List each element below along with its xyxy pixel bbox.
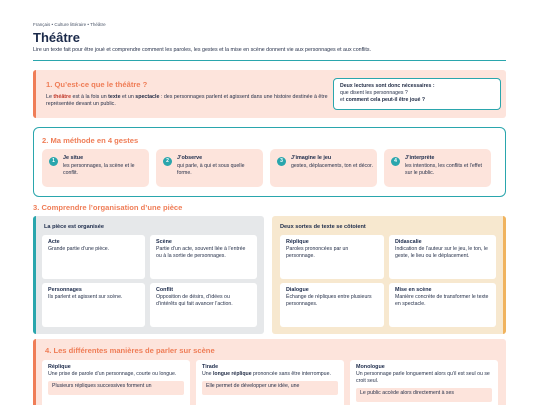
section-method [33, 127, 506, 197]
step-number: 3 [277, 157, 286, 166]
term-card [280, 283, 384, 327]
method-step [156, 149, 263, 187]
section-heading: 2. Ma méthode en 4 gestes [42, 136, 139, 145]
page-title: Théâtre [33, 30, 80, 45]
step-title: J’interprète [405, 155, 435, 161]
term-title: Mise en scène [395, 287, 432, 293]
text: : des personnages parlent et agissent dans une histoire destinée à être représentée devant un public. [46, 94, 328, 108]
term-card [389, 235, 496, 279]
section-heading: 4. Les différentes manières de parler sur scène [45, 346, 215, 355]
text: Une [202, 371, 213, 377]
definition-paragraph [46, 94, 331, 109]
term-title: Dialogue [286, 287, 309, 293]
keyword-spectacle: spectacle [135, 94, 160, 100]
divider [33, 60, 506, 61]
section-heading: 3. Comprendre l’organisation d’une pièce [33, 203, 183, 212]
speech-title: Tirade [202, 364, 219, 370]
section-heading: 1. Qu’est-ce que le théâtre ? [46, 80, 148, 89]
step-number: 4 [391, 157, 400, 166]
text: Le [46, 94, 54, 100]
text: comment cela peut-il être joué ? [345, 97, 426, 104]
speech-card [42, 360, 190, 410]
speech-card [196, 360, 344, 410]
breadcrumb: Français • Culture littéraire • Théâtre [33, 22, 106, 27]
term-title: Acte [48, 239, 60, 245]
step-desc: les personnages, la scène et le conflit. [63, 163, 135, 177]
speech-desc: Une prise de parole d’un personnage, courte ou longue. [48, 371, 177, 377]
step-number: 1 [49, 157, 58, 166]
step-title: Je situe [63, 155, 84, 161]
speech-card [350, 360, 498, 410]
speech-desc: Un personnage parle longuement alors qu’il est seul ou se croit seul. [356, 371, 490, 385]
term-card [42, 235, 145, 279]
two-readings-box [333, 78, 501, 110]
keyword-texte: texte [108, 94, 121, 100]
term-title: Conflit [156, 287, 174, 293]
text: est à la fois un [71, 94, 109, 100]
term-card [150, 235, 257, 279]
method-step [42, 149, 149, 187]
box-line [340, 97, 494, 104]
step-title: J’imagine le jeu [291, 155, 332, 161]
step-desc: qui parle, à qui et sous quelle forme. [177, 163, 245, 177]
panel-structure [33, 216, 264, 334]
term-desc: Partie d’un acte, souvent liée à l’entrée ou à la sortie de personnages. [156, 246, 246, 260]
keyword-theatre: théâtre [53, 94, 72, 100]
speech-desc [202, 371, 338, 378]
speech-note: Plusieurs répliques successives forment un [48, 381, 184, 395]
keyword: longue réplique [212, 371, 252, 377]
section-definition [33, 70, 506, 118]
text: et un [120, 94, 136, 100]
term-card [42, 283, 145, 327]
term-title: Scène [156, 239, 172, 245]
intro-text: Lire un texte fait pour être joué et comprendre comment les paroles, les gestes et la mise en scène donnent vie aux personnages et aux conflits. [33, 47, 372, 53]
term-card [389, 283, 496, 327]
section-speech-forms [33, 339, 506, 405]
step-desc: gestes, déplacements, ton et décor. [291, 163, 373, 169]
step-title: J’observe [177, 155, 203, 161]
term-desc: Grande partie d’une pièce. [48, 246, 110, 252]
speech-note: Le public accède alors directement à ses [356, 388, 492, 402]
method-step [384, 149, 491, 187]
term-desc: Opposition de désirs, d’idées ou d’intérêts qui fait avancer l’action. [156, 294, 233, 308]
box-title: Deux lectures sont donc nécessaires : [340, 83, 435, 89]
term-desc: Ils parlent et agissent sur scène. [48, 294, 123, 300]
term-title: Réplique [286, 239, 309, 245]
speech-note: Elle permet de développer une idée, une [202, 381, 338, 395]
term-desc: Échange de répliques entre plusieurs personnages. [286, 294, 372, 308]
term-card [280, 235, 384, 279]
speech-title: Réplique [48, 364, 71, 370]
panel-text-types [272, 216, 506, 334]
term-desc: Indication de l’auteur sur le jeu, le ton, le geste, le lieu ou le déplacement. [395, 246, 488, 260]
term-title: Didascalie [395, 239, 422, 245]
speech-title: Monologue [356, 364, 385, 370]
panel-title: Deux sortes de texte se côtoient [280, 224, 366, 230]
term-desc: Manière concrète de transformer le texte en spectacle. [395, 294, 489, 308]
step-desc: les intentions, les conflits et l’effet sur le public. [405, 163, 482, 177]
step-number: 2 [163, 157, 172, 166]
panel-title: La pièce est organisée [44, 224, 105, 230]
term-card [150, 283, 257, 327]
term-desc: Paroles prononcées par un personnage. [286, 246, 349, 260]
text: prononcée sans être interrompue. [251, 371, 331, 377]
term-title: Personnages [48, 287, 82, 293]
box-line: que disent les personnages ? [340, 90, 408, 97]
method-step [270, 149, 377, 187]
text: et [340, 97, 346, 104]
